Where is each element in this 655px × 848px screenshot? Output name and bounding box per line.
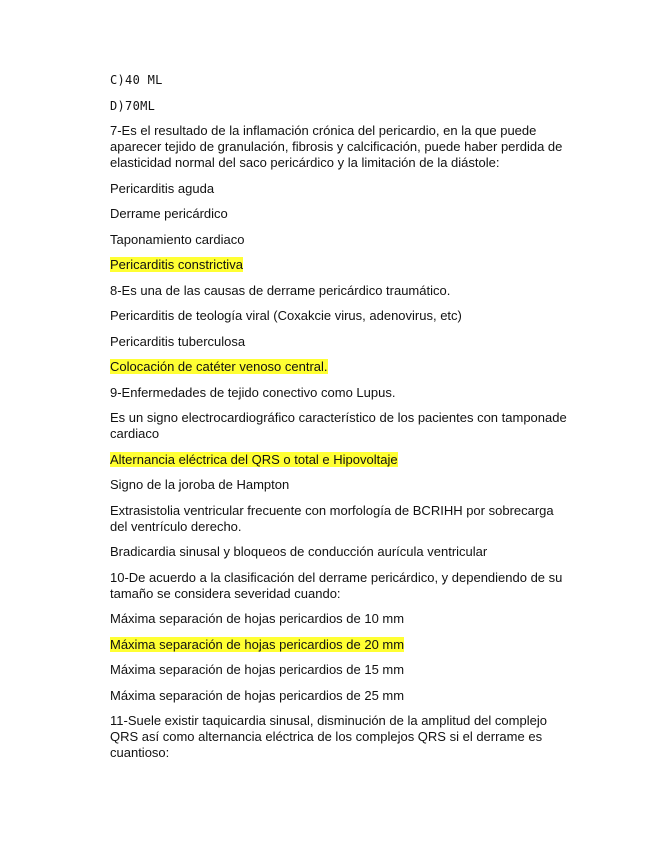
q7-option-2: Derrame pericárdico [110, 206, 228, 221]
q7-option-3: Taponamiento cardiaco [110, 231, 245, 247]
q10-option-3: Máxima separación de hojas pericardios de 15 mm [110, 662, 405, 677]
question-11: 11-Suele existir taquicardia sinusal, disminución de la amplitud del complejo QRS así como alternancia eléctrica de los complejos QRS si el derrame es cuantioso: [110, 713, 547, 760]
question-10: 10-De acuerdo a la clasificación del derrame pericárdico, y dependiendo de su tamaño se considera severidad cuando: [110, 569, 563, 601]
q7-option-1: Pericarditis aguda [110, 180, 215, 196]
question-7: 7-Es el resultado de la inflamación crónica del pericardio, en la que puede aparecer tejido de granulación, fibrosis y calcificación, puede haber perdida de elasticidad normal del saco pericárdico y la limitación de la diástole: [110, 123, 563, 170]
q10-option-1: Máxima separación de hojas pericardios de 10 mm [110, 611, 405, 626]
question-9-prompt: Es un signo electrocardiográfico característico de los pacientes con tamponade cardiaco [110, 410, 567, 441]
q9-option-3: Extrasistolia ventricular frecuente con morfología de BCRIHH por sobrecarga del ventrículo derecho. [110, 502, 554, 534]
q8-option-1: Pericarditis de teología viral (Coxakcie virus, adenovirus, etc) [110, 308, 462, 323]
question-8: 8-Es una de las causas de derrame pericárdico traumático. [110, 282, 451, 298]
q10-option-4: Máxima separación de hojas pericardios de 25 mm [110, 687, 405, 703]
q9-option-4: Bradicardia sinusal y bloqueos de conducción aurícula ventricular [110, 544, 488, 559]
q9-correct-answer-highlight: Alternancia eléctrica del QRS o total e Hipovoltaje [110, 451, 398, 467]
question-9: 9-Enfermedades de tejido conectivo como Lupus. [110, 384, 396, 400]
q9-option-2: Signo de la joroba de Hampton [110, 477, 290, 492]
answer-option-c: C)40 ML [110, 73, 163, 87]
q8-correct-answer-highlight: Colocación de catéter venoso central. [110, 359, 328, 374]
q10-correct-answer-highlight: Máxima separación de hojas pericardios de 20 mm [110, 636, 405, 652]
q8-option-2: Pericarditis tuberculosa [110, 333, 246, 349]
document-page [110, 72, 570, 771]
answer-option-d: D)70ML [110, 98, 156, 113]
q7-correct-answer-highlight: Pericarditis constrictiva [110, 257, 243, 272]
